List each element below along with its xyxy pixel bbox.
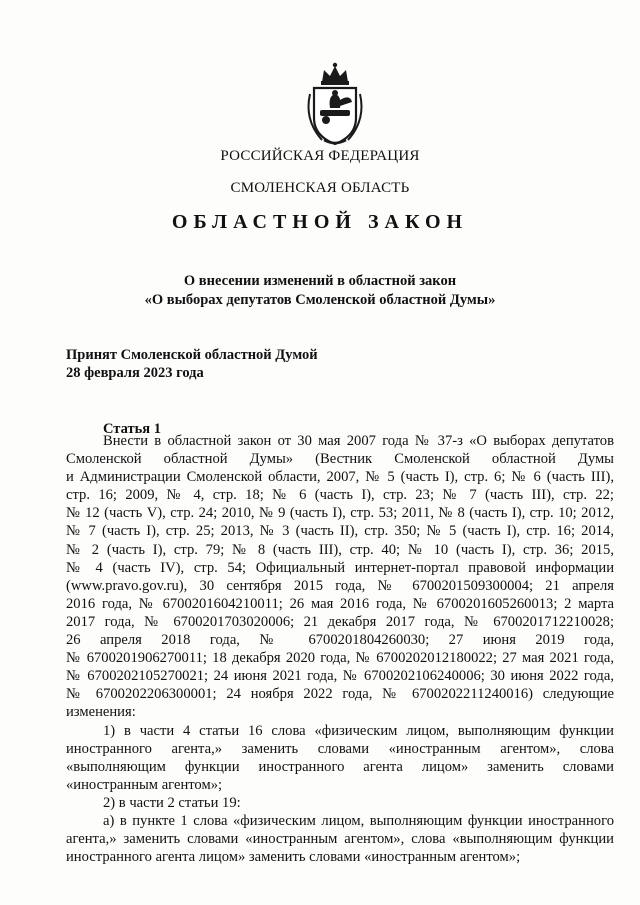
body-line: Смоленской областной Думы» (Вестник Смоленской областной Думы — [66, 451, 614, 468]
body-line: иностранного агента,» заменить словами «иностранным агентом», слова — [66, 740, 614, 757]
country-name: РОССИЙСКАЯ ФЕДЕРАЦИЯ — [220, 148, 420, 164]
body-line: № 6700201906270011; 18 декабря 2020 года, № 6700202012180022; 27 мая 2021 года, — [66, 650, 614, 667]
body-line: «иностранным агентом»; — [66, 776, 223, 793]
body-line: 2) в части 2 статьи 19: — [103, 794, 241, 811]
law-subject-line-1: О внесении изменений в областной закон — [183, 273, 457, 289]
body-line: № 2 (часть I), стр. 79; № 8 (часть III), стр. 40; № 10 (часть I), стр. 36; 2015, — [66, 541, 614, 558]
body-line: иностранного агента лицом» заменить словами «иностранным агентом»; — [66, 849, 521, 866]
adoption-line-1: Принят Смоленской областной Думой — [66, 347, 318, 363]
body-line: № 6700202105270021; 24 июня 2021 года, № 6700202106240006; 30 июня 2022 года, — [66, 668, 614, 685]
body-line: агента,» заменить словами «иностранным агентом», слова «выполняющим функции — [66, 831, 614, 848]
body-line: а) в пункте 1 слова «физическим лицом, выполняющим функции иностранного — [103, 812, 614, 829]
body-line: 2017 года, № 6700201703020006; 21 декабря 2017 года, № 6700201712210028; — [66, 613, 614, 630]
body-line: Внести в областной закон от 30 мая 2007 года № 37-з «О выборах депутатов — [103, 433, 614, 449]
body-line: № 7 (часть I), стр. 25; 2013, № 3 (часть II), стр. 350; № 5 (часть I), стр. 16; 2014, — [66, 523, 614, 540]
body-line: «выполняющим функции иностранного агента лицом» заменить словами — [66, 758, 614, 775]
adoption-note — [66, 346, 318, 382]
body-line: № 12 (часть V), стр. 24; 2010, № 9 (часть I), стр. 53; 2011, № 8 (часть I), стр. 10; 2012, — [66, 505, 614, 522]
adoption-date: 28 февраля 2023 года — [66, 365, 204, 381]
article-body — [66, 432, 614, 866]
body-line: (www.pravo.gov.ru), 30 сентября 2015 года, № 6700201509300004; 21 апреля — [66, 577, 614, 594]
article-heading: Статья 1 — [103, 421, 161, 437]
law-subject-line-2: «О выборах депутатов Смоленской областной Думы» — [144, 292, 496, 308]
region-name: СМОЛЕНСКАЯ ОБЛАСТЬ — [230, 180, 410, 196]
body-line: и Администрации Смоленской области, 2007, № 5 (часть I), стр. 6; № 6 (часть III), — [66, 469, 614, 486]
body-line: 2016 года, № 6700201604210011; 26 мая 2016 года, № 6700201605260013; 2 марта — [66, 595, 614, 612]
body-line: № 4 (часть IV), стр. 54; Официальный интернет-портал правовой информации — [66, 559, 614, 576]
body-line: изменения: — [66, 704, 136, 721]
body-line: стр. 16; 2009, № 4, стр. 18; № 6 (часть I), стр. 23; № 7 (часть III), стр. 22; — [66, 487, 614, 504]
body-line: 1) в части 4 статьи 16 слова «физическим лицом, выполняющим функции — [103, 722, 614, 739]
smolensk-coat-of-arms-icon — [300, 60, 370, 150]
body-line: № 6700202206300001; 24 ноября 2022 года, № 6700202211240016) следующие — [66, 686, 614, 703]
document-type-title: ОБЛАСТНОЙ ЗАКОН — [171, 211, 469, 233]
body-line: 26 апреля 2018 года, № 6700201804260030; 27 июня 2019 года, — [66, 632, 614, 649]
